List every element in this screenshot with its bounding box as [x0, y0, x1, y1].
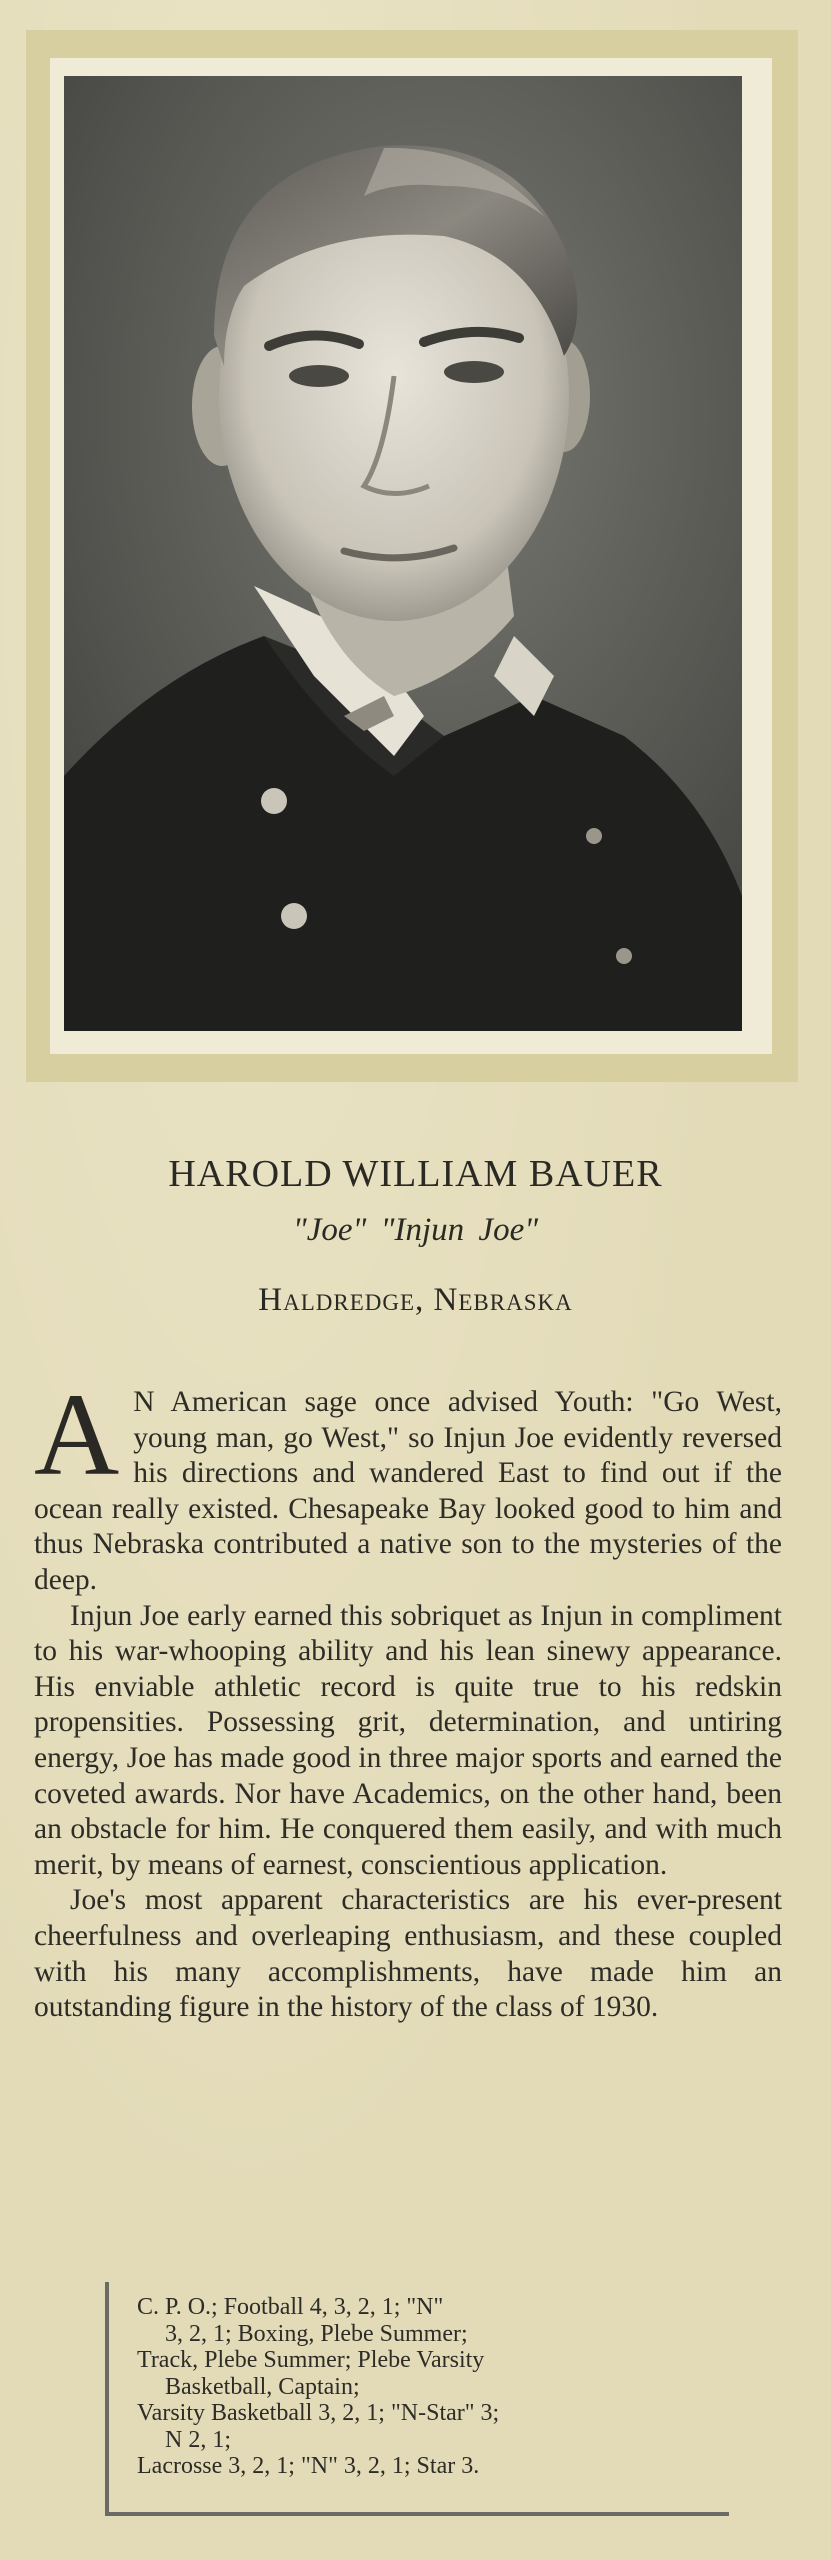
- activities-record: [105, 2282, 729, 2516]
- portrait-illustration: [64, 76, 742, 1031]
- record-line: Lacrosse 3, 2, 1; "N" 3, 2, 1; Star 3.: [137, 2453, 480, 2479]
- portrait-photo: [64, 76, 742, 1031]
- record-line: Basketball, Captain;: [165, 2373, 360, 2400]
- bio-paragraph-1: [34, 1369, 782, 1599]
- record-line: Track, Plebe Summer; Plebe Varsity: [137, 2347, 485, 2373]
- cadet-name: HAROLD WILLIAM BAUER: [168, 1153, 663, 1195]
- record-line: 3, 2, 1; Boxing, Plebe Summer;: [165, 2320, 468, 2347]
- activities-record-text: [137, 2294, 727, 2480]
- record-line: Varsity Basketball 3, 2, 1; "N-Star" 3;: [137, 2400, 500, 2426]
- bio-paragraph-1-text: N American sage once advised Youth: "Go West, young man, go West," so Injun Joe evidently reversed his directions and wandered East to find out if the ocean really existed. Chesapeake Bay looked good to him and thus Nebraska contributed a native son to the mysteries of the deep.: [34, 1386, 782, 1596]
- record-line: N 2, 1;: [165, 2426, 231, 2453]
- record-line: C. P. O.; Football 4, 3, 2, 1; "N": [137, 2294, 444, 2320]
- cadet-hometown: Haldredge, Nebraska: [258, 1282, 573, 1318]
- bio-paragraph-3: Joe's most apparent characteristics are his ever-present cheerfulness and overleaping enthusiasm, and these coupled with his many accomplishments, have made him an outstanding figure in the history of the class of 1930.: [34, 1884, 782, 2024]
- bio-paragraph-2: Injun Joe early earned this sobriquet as Injun in compliment to his war-whooping ability and his lean sinewy appearance. His enviable athletic record is quite true to his redskin propensities. Possessing grit, determination, and untiring energy, Joe has made good in three major sports and earned the coveted awards. Nor have Academics, on the other hand, been an obstacle for him. He conquered them easily, and with much merit, by means of earnest, conscientious application.: [34, 1599, 782, 1881]
- cadet-nicknames: "Joe" "Injun Joe": [292, 1212, 539, 1248]
- biography: [34, 1369, 782, 2026]
- drop-cap: A: [34, 1369, 120, 1500]
